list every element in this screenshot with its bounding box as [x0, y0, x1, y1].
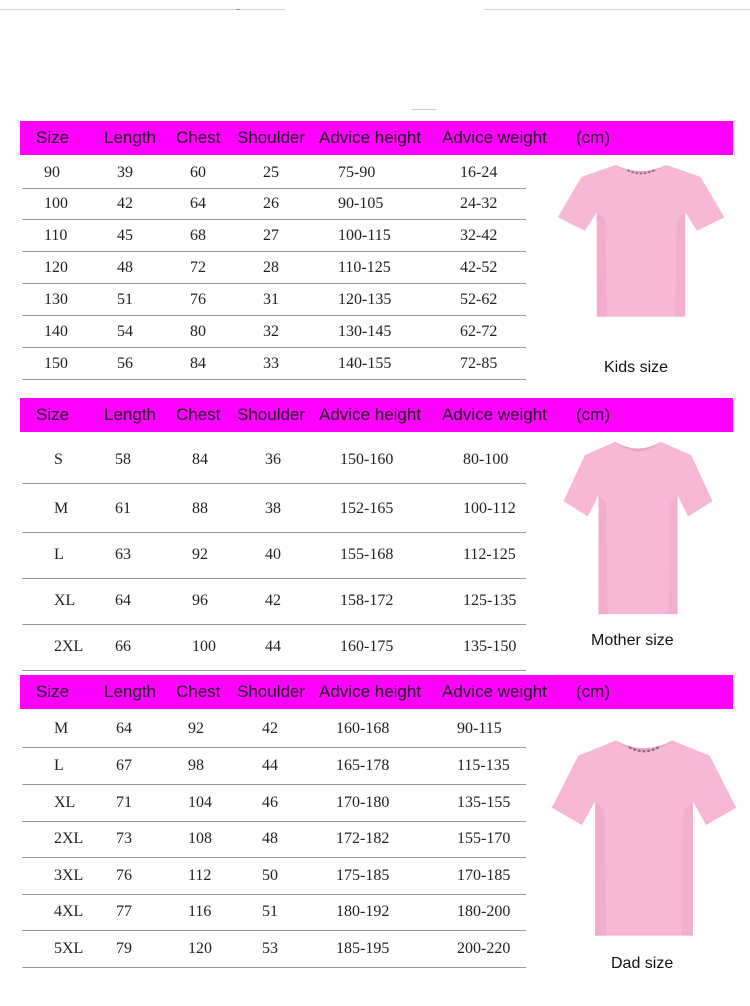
weight-cell: 24-32 — [460, 195, 498, 212]
shoulder-cell: 33 — [263, 355, 279, 372]
chest-cell: 92 — [188, 720, 204, 737]
table-row — [22, 487, 526, 533]
row-divider — [22, 967, 526, 968]
height-cell: 152-165 — [340, 500, 394, 517]
header-advice-height: Advice height — [319, 682, 422, 701]
height-cell: 120-135 — [338, 291, 392, 308]
header-chest: Chest — [176, 128, 221, 147]
table-row — [22, 158, 526, 189]
weight-cell: 135-155 — [457, 794, 511, 811]
size-cell: L — [54, 757, 64, 774]
header-shoulder: Shoulder — [237, 405, 306, 424]
row-divider — [22, 347, 526, 348]
shoulder-cell: 38 — [265, 500, 281, 517]
table-row — [22, 895, 526, 931]
row-divider — [22, 251, 526, 252]
header-chest: Chest — [176, 405, 221, 424]
header-size: Size — [36, 405, 70, 424]
table-row — [22, 317, 526, 348]
top-divider-left — [0, 9, 285, 10]
shoulder-cell: 31 — [263, 291, 279, 308]
chest-cell: 120 — [188, 940, 212, 957]
weight-cell: 200-220 — [457, 940, 511, 957]
length-cell: 51 — [117, 291, 133, 308]
size-cell: 130 — [44, 291, 68, 308]
chest-cell: 72 — [190, 259, 206, 276]
chest-cell: 80 — [190, 323, 206, 340]
header-bar-mother — [20, 398, 733, 432]
weight-cell: 42-52 — [460, 259, 498, 276]
shoulder-cell: 53 — [262, 940, 278, 957]
size-cell: 2XL — [54, 830, 84, 847]
table-row — [22, 822, 526, 858]
weight-cell: 170-185 — [457, 867, 511, 884]
length-cell: 64 — [116, 720, 132, 737]
length-cell: 76 — [116, 867, 132, 884]
shoulder-cell: 36 — [265, 451, 281, 468]
shoulder-cell: 42 — [262, 720, 278, 737]
chest-cell: 76 — [190, 291, 206, 308]
length-cell: 56 — [117, 355, 133, 372]
length-cell: 67 — [116, 757, 132, 774]
length-cell: 39 — [117, 164, 133, 181]
chest-cell: 60 — [190, 164, 206, 181]
weight-cell: 155-170 — [457, 830, 511, 847]
header-size: Size — [36, 128, 70, 147]
height-cell: 140-155 — [338, 355, 392, 372]
length-cell: 79 — [116, 940, 132, 957]
size-cell: L — [54, 546, 64, 563]
length-cell: 73 — [116, 830, 132, 847]
table-row — [22, 625, 526, 671]
size-cell: S — [54, 451, 63, 468]
header-cm: (cm) — [576, 405, 610, 424]
shoulder-cell: 25 — [263, 164, 279, 181]
size-caption-mother: Mother size — [591, 632, 674, 649]
height-cell: 160-175 — [340, 638, 394, 655]
shoulder-cell: 46 — [262, 794, 278, 811]
size-cell: 3XL — [54, 867, 84, 884]
table-row — [22, 533, 526, 579]
shoulder-cell: 48 — [262, 830, 278, 847]
length-cell: 61 — [115, 500, 131, 517]
weight-cell: 16-24 — [460, 164, 498, 181]
shoulder-cell: 44 — [262, 757, 278, 774]
height-cell: 180-192 — [336, 903, 390, 920]
chest-cell: 100 — [192, 638, 216, 655]
table-row — [22, 189, 526, 220]
header-length: Length — [104, 682, 156, 701]
header-advice-height: Advice height — [319, 128, 422, 147]
table-row — [22, 221, 526, 252]
height-cell: 165-178 — [336, 757, 390, 774]
table-row — [22, 932, 526, 968]
length-cell: 63 — [115, 546, 131, 563]
table-row — [22, 579, 526, 625]
height-cell: 75-90 — [338, 164, 376, 181]
tshirt-icon — [556, 160, 726, 320]
chest-cell: 84 — [192, 451, 208, 468]
height-cell: 158-172 — [340, 592, 394, 609]
header-advice-weight: Advice weight — [442, 128, 547, 147]
weight-cell: 100-112 — [463, 500, 516, 517]
height-cell: 100-115 — [338, 227, 391, 244]
chest-cell: 104 — [188, 794, 212, 811]
size-cell: 110 — [44, 227, 68, 244]
height-cell: 170-180 — [336, 794, 390, 811]
height-cell: 110-125 — [338, 259, 391, 276]
top-divider-right — [484, 9, 750, 10]
divider-mark — [412, 109, 436, 110]
chest-cell: 96 — [192, 592, 208, 609]
weight-cell: 52-62 — [460, 291, 498, 308]
height-cell: 150-160 — [340, 451, 394, 468]
shoulder-cell: 40 — [265, 546, 281, 563]
weight-cell: 62-72 — [460, 323, 498, 340]
length-cell: 48 — [117, 259, 133, 276]
header-size: Size — [36, 682, 70, 701]
tshirt-icon — [562, 436, 714, 618]
length-cell: 64 — [115, 592, 131, 609]
size-cell: 2XL — [54, 638, 84, 655]
row-divider — [22, 784, 526, 785]
height-cell: 160-168 — [336, 720, 390, 737]
tshirt-icon — [550, 734, 738, 940]
shoulder-cell: 32 — [263, 323, 279, 340]
size-cell: 120 — [44, 259, 68, 276]
size-cell: 4XL — [54, 903, 84, 920]
table-row — [22, 349, 526, 380]
shoulder-cell: 28 — [263, 259, 279, 276]
header-advice-height: Advice height — [319, 405, 422, 424]
row-divider — [22, 670, 526, 671]
weight-cell: 180-200 — [457, 903, 511, 920]
header-advice-weight: Advice weight — [442, 405, 547, 424]
weight-cell: 72-85 — [460, 355, 498, 372]
chest-cell: 112 — [188, 867, 212, 884]
chest-cell: 108 — [188, 830, 212, 847]
row-divider — [22, 483, 526, 484]
table-row — [22, 749, 526, 785]
length-cell: 42 — [117, 195, 133, 212]
row-divider — [22, 857, 526, 858]
shoulder-cell: 51 — [262, 903, 278, 920]
row-divider — [22, 315, 526, 316]
header-bar-kids — [20, 121, 733, 155]
size-cell: XL — [54, 794, 76, 811]
table-row — [22, 712, 526, 748]
row-divider — [22, 930, 526, 931]
size-cell: 90 — [44, 164, 60, 181]
header-shoulder: Shoulder — [237, 682, 306, 701]
weight-cell: 90-115 — [457, 720, 502, 737]
size-caption-dad: Dad size — [611, 955, 674, 972]
weight-cell: 115-135 — [457, 757, 510, 774]
top-divider-mark — [236, 9, 240, 10]
table-row — [22, 859, 526, 895]
size-cell: 100 — [44, 195, 68, 212]
table-row — [22, 253, 526, 284]
length-cell: 71 — [116, 794, 132, 811]
weight-cell: 32-42 — [460, 227, 498, 244]
header-bar-dad — [20, 675, 733, 709]
table-row — [22, 285, 526, 316]
chest-cell: 64 — [190, 195, 206, 212]
shoulder-cell: 42 — [265, 592, 281, 609]
row-divider — [22, 379, 526, 380]
height-cell: 172-182 — [336, 830, 390, 847]
shoulder-cell: 27 — [263, 227, 279, 244]
weight-cell: 112-125 — [463, 546, 516, 563]
length-cell: 54 — [117, 323, 133, 340]
chest-cell: 84 — [190, 355, 206, 372]
chest-cell: 68 — [190, 227, 206, 244]
length-cell: 77 — [116, 903, 132, 920]
length-cell: 45 — [117, 227, 133, 244]
header-length: Length — [104, 128, 156, 147]
row-divider — [22, 219, 526, 220]
size-cell: 5XL — [54, 940, 84, 957]
header-cm: (cm) — [576, 128, 610, 147]
size-cell: M — [54, 500, 69, 517]
table-row — [22, 786, 526, 822]
chest-cell: 88 — [192, 500, 208, 517]
height-cell: 155-168 — [340, 546, 394, 563]
weight-cell: 80-100 — [463, 451, 509, 468]
size-cell: 140 — [44, 323, 68, 340]
row-divider — [22, 283, 526, 284]
header-chest: Chest — [176, 682, 221, 701]
weight-cell: 135-150 — [463, 638, 517, 655]
header-shoulder: Shoulder — [237, 128, 306, 147]
height-cell: 90-105 — [338, 195, 384, 212]
weight-cell: 125-135 — [463, 592, 517, 609]
length-cell: 58 — [115, 451, 131, 468]
table-row — [22, 438, 526, 484]
length-cell: 66 — [115, 638, 131, 655]
row-divider — [22, 747, 526, 748]
height-cell: 130-145 — [338, 323, 392, 340]
shoulder-cell: 50 — [262, 867, 278, 884]
chest-cell: 116 — [188, 903, 212, 920]
height-cell: 185-195 — [336, 940, 390, 957]
size-cell: 150 — [44, 355, 68, 372]
chest-cell: 98 — [188, 757, 204, 774]
shoulder-cell: 44 — [265, 638, 281, 655]
height-cell: 175-185 — [336, 867, 390, 884]
size-caption-kids: Kids size — [604, 359, 669, 376]
size-cell: M — [54, 720, 69, 737]
shoulder-cell: 26 — [263, 195, 279, 212]
chest-cell: 92 — [192, 546, 208, 563]
header-length: Length — [104, 405, 156, 424]
header-advice-weight: Advice weight — [442, 682, 547, 701]
size-cell: XL — [54, 592, 76, 609]
header-cm: (cm) — [576, 682, 610, 701]
